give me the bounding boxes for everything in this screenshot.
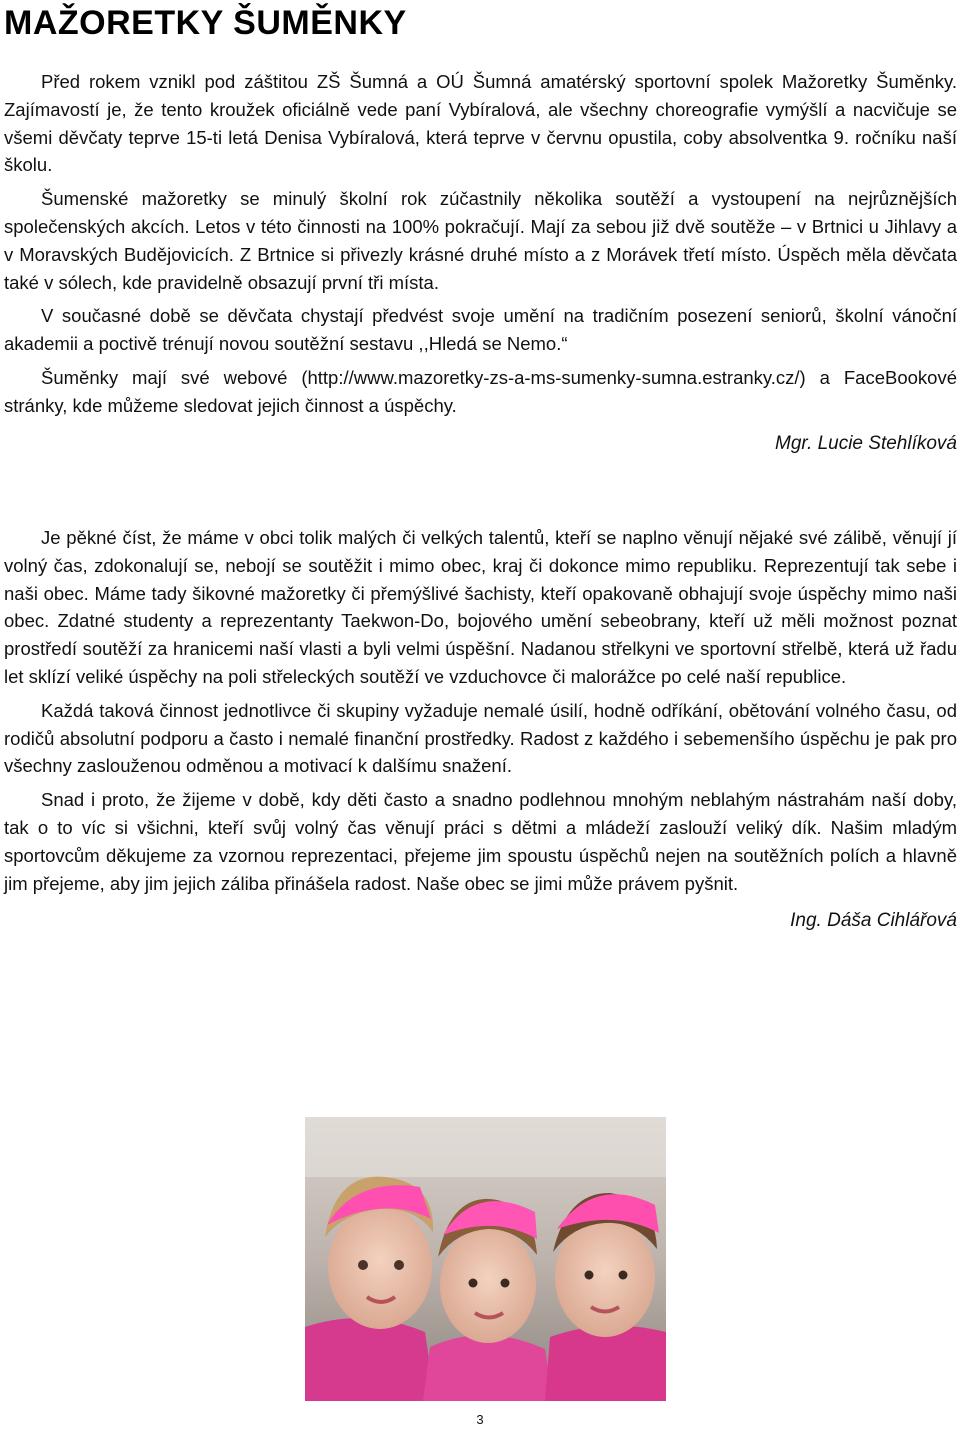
photo-illustration [305,1117,666,1401]
article-paragraph: Je pěkné číst, že máme v obci tolik malých či velkých talentů, kteří se naplno věnují nějaké své zálibě, věnují jí volný čas, zdokonalují se, nebojí se soutěžit i mimo obec, kraj či dokonce mimo republiku. Reprezentují tak sebe i naši obec. Máme tady šikovné mažoretky či přemýšlivé šachisty, kteří opakovaně obhajují svoje úspěchy mimo naši obec. Zdatné studenty a reprezentanty Taekwon-Do, bojového umění sebeobrany, kteří už měli možnost poznat prostředí soutěží za hranicemi naší vlasti a byli velmi úspěšní. Nadanou střelkyni ve sportovní střelbě, která už řadu let sklízí veliké úspěchy na poli střeleckých soutěží ve vzduchovce či malorážce po celé naší republice. [4,527,957,687]
author-signature: Ing. Dáša Cihlářová [790,910,957,932]
article-paragraph: Snad i proto, že žijeme v době, kdy děti často a snadno podlehnou mnohým neblahým nástrahám naší doby, tak o to víc si všichni, kteří svůj volný čas věnují práci s dětmi a mládeží zaslouží veliký dík. Našim mladým sportovcům děkujeme za vzornou reprezentaci, přejeme jim spoustu úspěchů nejen na soutěžních polích a hlavně jim přejeme, aby jim jejich záliba přinášela radost. Naše obec se jimi může právem pyšnit. [4,789,957,894]
page-number: 3 [476,1412,484,1427]
article-majorettes [4,68,957,457]
article-paragraph: Šuměnky mají své webové (http://www.mazoretky-zs-a-ms-sumenky-sumna.estranky.cz/) a FaceBookové stránky, kde můžeme sledovat jejich činnost a úspěchy. [4,366,957,416]
article-paragraph: Každá taková činnost jednotlivce či skupiny vyžaduje nemalé úsilí, hodně odříkání, obětování volného času, od rodičů absolutní podporu a často i nemalé finanční prostředky. Radost z každého i sebemenšího úspěchu je pak pro všechny zaslouženou odměnou a motivací k dalšímu snažení. [4,699,957,777]
article-paragraph: V současné době se děvčata chystají předvést svoje umění na tradičním posezení seniorů, školní vánoční akademii a poctivě trénují novou soutěžní sestavu ,,Hledá se Nemo.“ [4,305,957,355]
majorettes-photo [305,1117,666,1401]
author-signature: Mgr. Lucie Stehlíková [775,432,957,454]
article-talents [4,524,957,935]
article-paragraph: Před rokem vznikl pod záštitou ZŠ Šumná a OÚ Šumná amatérský sportovní spolek Mažoretky Šuměnky. Zajímavostí je, že tento kroužek oficiálně vede paní Vybíralová, ale všechny choreografie vymýšlí a nacvičuje se všemi děvčaty teprve 15-ti letá Denisa Vybíralová, která teprve v červnu opustila, coby absolventka 9. ročníku naší školu. [4,71,957,176]
page-title: MAŽORETKY ŠUMĚNKY [4,4,407,42]
article-paragraph: Šumenské mažoretky se minulý školní rok zúčastnily několika soutěží a vystoupení na nejrůznějších společenských akcích. Letos v této činnosti na 100% pokračují. Mají za sebou již dvě soutěže – v Brtnici u Jihlavy a v Moravských Budějovicích. Z Brtnice si přivezly krásné druhé místo a z Morávek třetí místo. Úspěch měla děvčata také v sólech, kde pravidelně obsazují první tři místa. [4,188,957,293]
